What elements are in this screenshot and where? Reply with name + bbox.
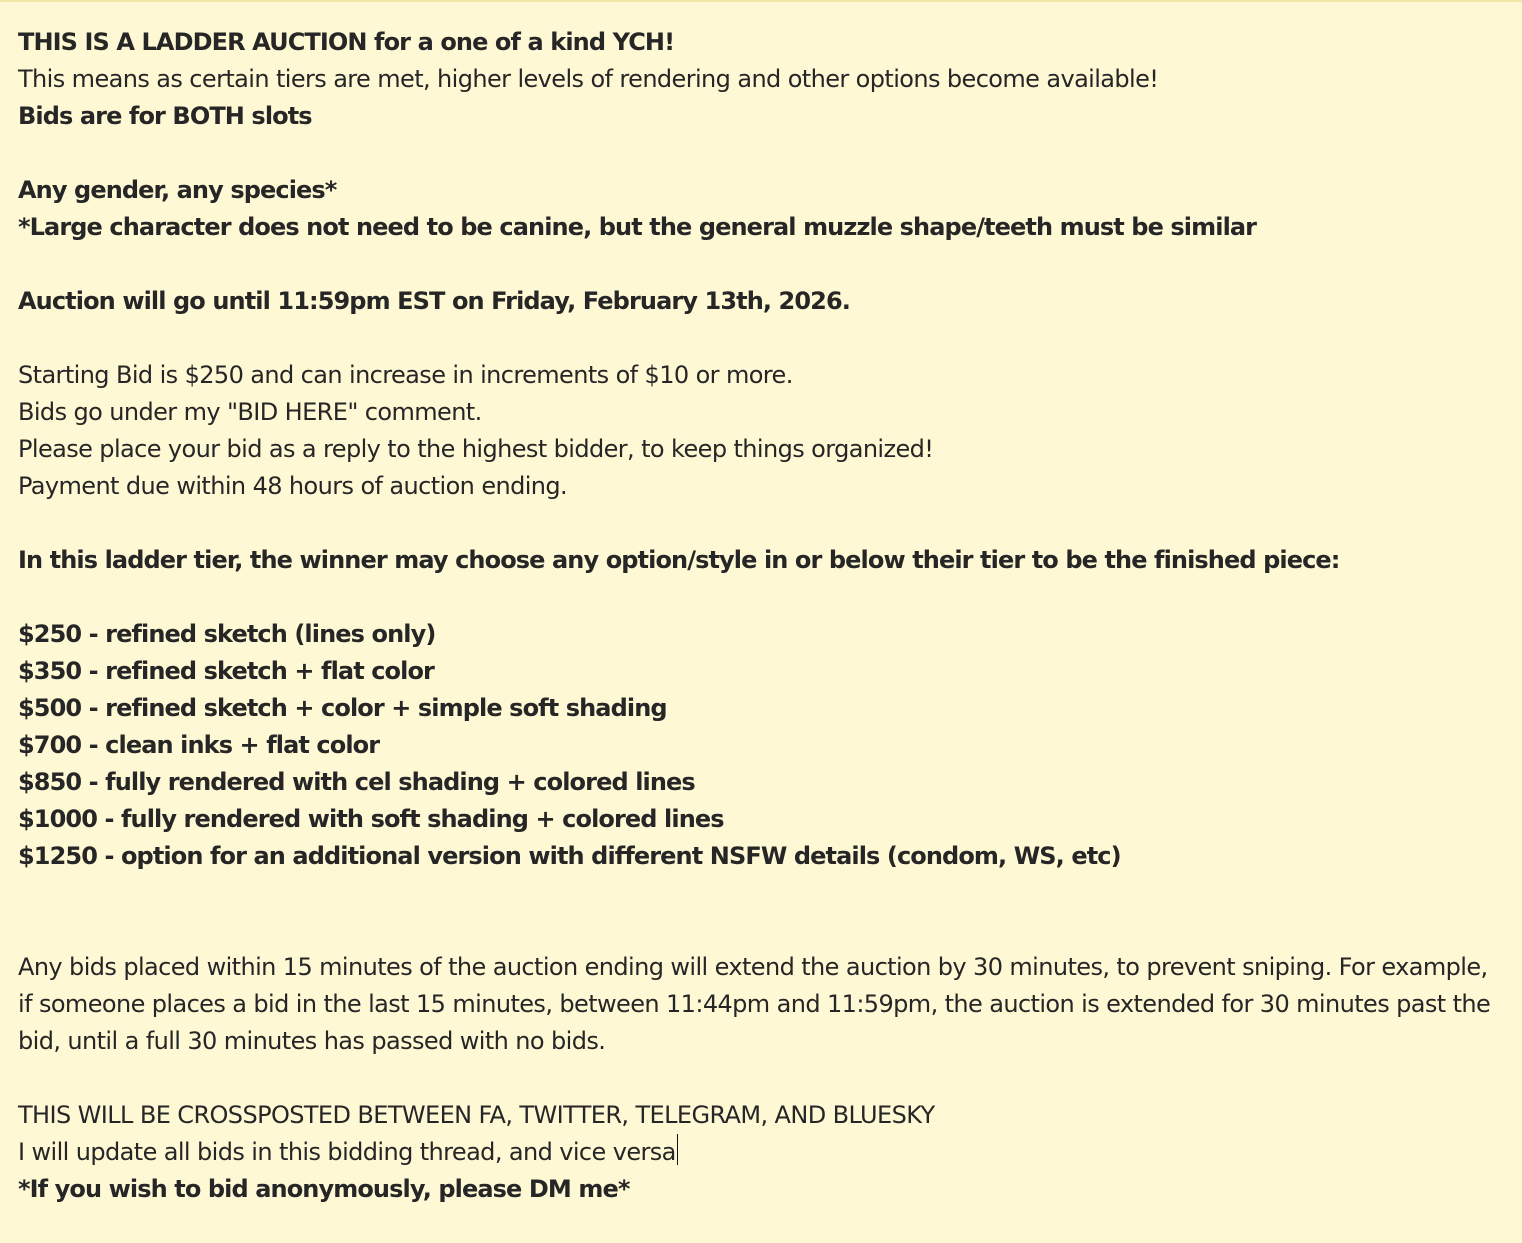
- tier-500: $500 - refined sketch + color + simple soft shading: [18, 694, 667, 722]
- blank-line: [18, 505, 1508, 542]
- tier-1250: $1250 - option for an additional version with different NSFW details (condom, WS, etc): [18, 842, 1121, 870]
- payment-deadline-rule: Payment due within 48 hours of auction ending.: [18, 472, 568, 500]
- blank-line: [18, 246, 1508, 283]
- tier-350: $350 - refined sketch + flat color: [18, 657, 434, 685]
- bid-update-note: I will update all bids in this bidding thread, and vice versa: [18, 1138, 676, 1166]
- blank-line: [18, 135, 1508, 172]
- auction-headline: THIS IS A LADDER AUCTION for a one of a kind YCH!: [18, 28, 675, 56]
- bid-update-note-line: [18, 1134, 1508, 1171]
- blank-line: [18, 320, 1508, 357]
- tier-850: $850 - fully rendered with cel shading + colored lines: [18, 768, 695, 796]
- auction-end-time: Auction will go until 11:59pm EST on Friday, February 13th, 2026.: [18, 287, 850, 315]
- crosspost-note: THIS WILL BE CROSSPOSTED BETWEEN FA, TWITTER, TELEGRAM, AND BLUESKY: [18, 1101, 935, 1129]
- anti-sniping-rule: Any bids placed within 15 minutes of the auction ending will extend the auction by 30 minutes, to prevent sniping. For example, if someone places a bid in the last 15 minutes, between 11:44pm and 11:59pm, the auction is extended for 30 minutes past the bid, until a full 30 minutes has passed with no bids.: [18, 953, 1491, 1055]
- both-slots-note: Bids are for BOTH slots: [18, 102, 312, 130]
- starting-bid-rule: Starting Bid is $250 and can increase in increments of $10 or more.: [18, 361, 793, 389]
- blank-line: [18, 1060, 1508, 1097]
- ladder-tier-list: [18, 616, 1508, 875]
- text-cursor: [677, 1134, 678, 1165]
- bidding-rules-list: [18, 357, 1508, 505]
- auction-intro: This means as certain tiers are met, higher levels of rendering and other options become available!: [18, 65, 1159, 93]
- blank-line: [18, 579, 1508, 616]
- gender-species-note: Any gender, any species*: [18, 176, 337, 204]
- tier-intro: In this ladder tier, the winner may choose any option/style in or below their tier to be the finished piece:: [18, 546, 1340, 574]
- large-character-note: *Large character does not need to be canine, but the general muzzle shape/teeth must be similar: [18, 213, 1257, 241]
- tier-700: $700 - clean inks + flat color: [18, 731, 380, 759]
- tier-250: $250 - refined sketch (lines only): [18, 620, 436, 648]
- blank-lines: [18, 875, 1508, 949]
- anonymous-bid-note: *If you wish to bid anonymously, please DM me*: [18, 1175, 630, 1203]
- reply-to-highest-bidder-rule: Please place your bid as a reply to the highest bidder, to keep things organized!: [18, 435, 934, 463]
- auction-description-editor[interactable]: [18, 24, 1508, 1208]
- tier-1000: $1000 - fully rendered with soft shading + colored lines: [18, 805, 724, 833]
- bid-location-rule: Bids go under my "BID HERE" comment.: [18, 398, 482, 426]
